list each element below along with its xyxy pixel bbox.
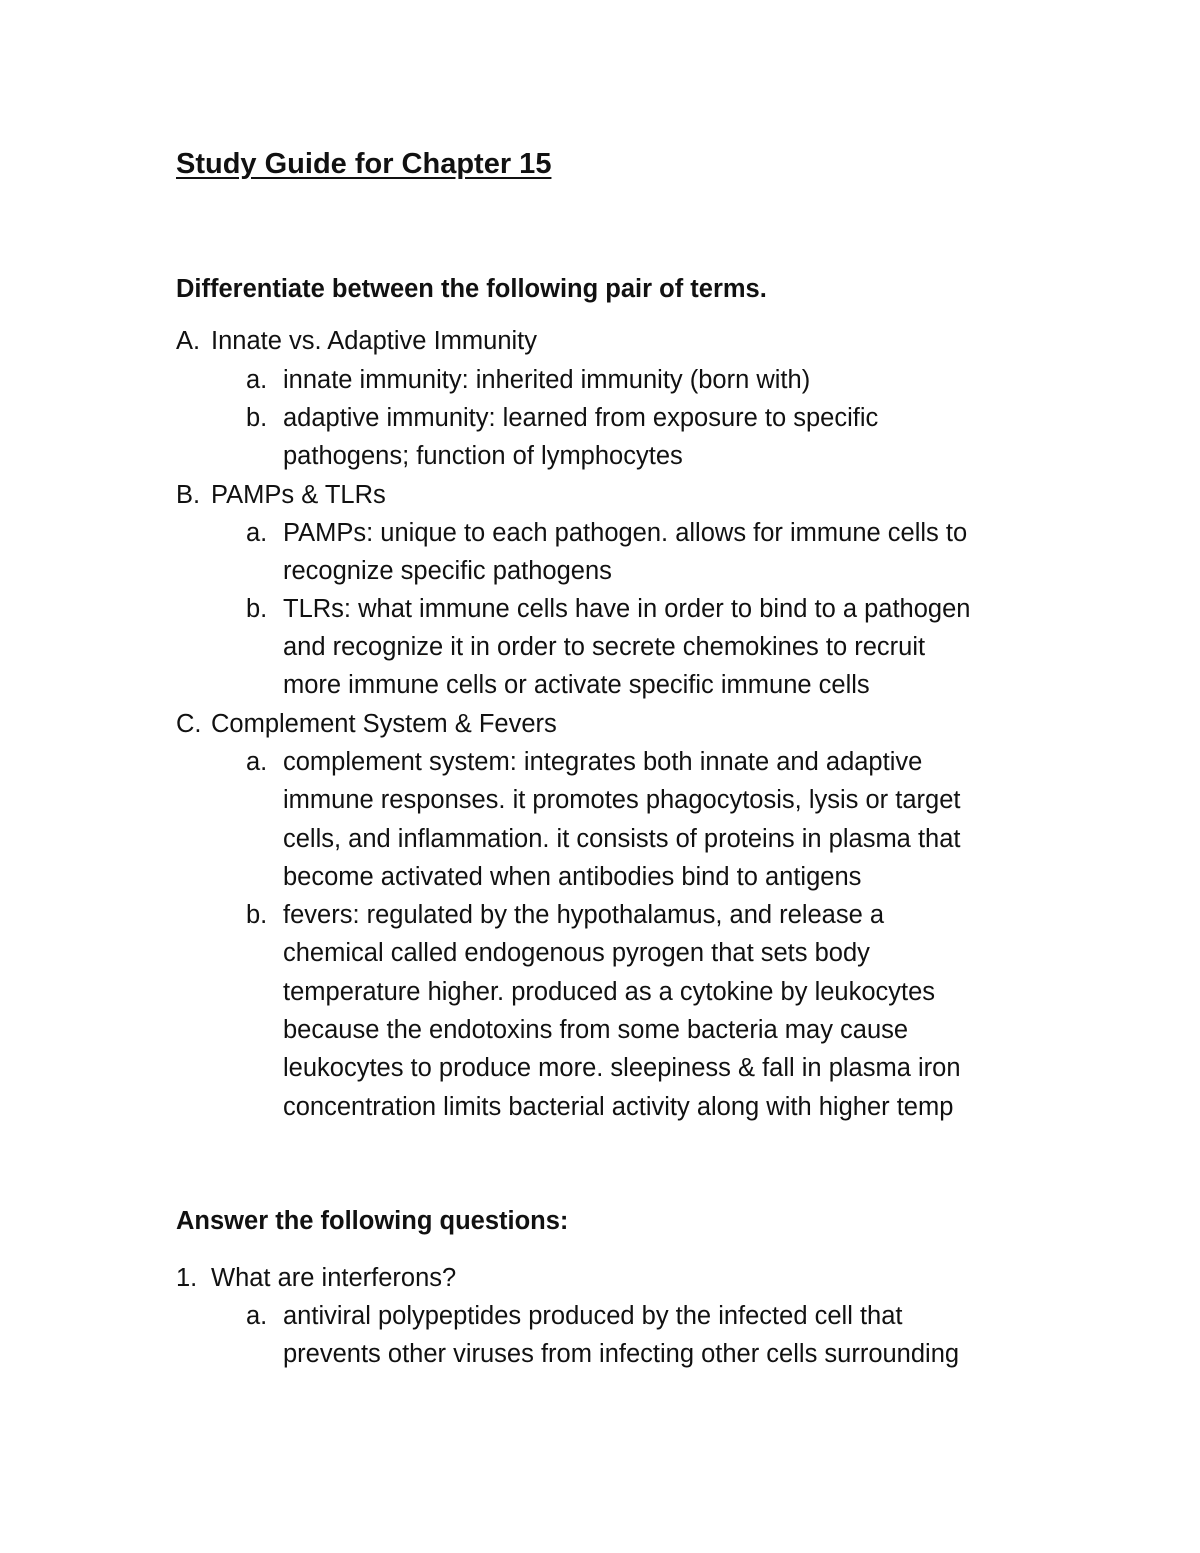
document-title: Study Guide for Chapter 15 bbox=[176, 148, 552, 180]
list-marker: C. bbox=[176, 710, 202, 738]
section-heading-questions: Answer the following questions: bbox=[176, 1207, 569, 1235]
list-item-heading: PAMPs & TLRs bbox=[211, 481, 386, 509]
list-item-heading: Complement System & Fevers bbox=[211, 710, 557, 738]
sublist-line: more immune cells or activate specific immune cells bbox=[283, 671, 870, 699]
sublist-line: fevers: regulated by the hypothalamus, and release a bbox=[283, 901, 885, 929]
sublist-line: temperature higher. produced as a cytokine by leukocytes bbox=[283, 978, 936, 1006]
sublist-marker: b. bbox=[246, 595, 268, 623]
list-item-heading: Innate vs. Adaptive Immunity bbox=[211, 327, 537, 355]
sublist-line: become activated when antibodies bind to antigens bbox=[283, 863, 862, 891]
question-text: What are interferons? bbox=[211, 1264, 457, 1292]
sublist-line: cells, and inflammation. it consists of proteins in plasma that bbox=[283, 825, 961, 853]
answer-line: prevents other viruses from infecting other cells surrounding bbox=[283, 1340, 960, 1368]
sublist-line: and recognize it in order to secrete chemokines to recruit bbox=[283, 633, 926, 661]
sublist-marker: a. bbox=[246, 748, 268, 776]
sublist-line: PAMPs: unique to each pathogen. allows for immune cells to bbox=[283, 519, 968, 547]
list-marker: 1. bbox=[176, 1264, 198, 1292]
sublist-marker: b. bbox=[246, 404, 268, 432]
sublist-marker: a. bbox=[246, 1302, 268, 1330]
sublist-line: recognize specific pathogens bbox=[283, 557, 612, 585]
sublist-line: because the endotoxins from some bacteria may cause bbox=[283, 1016, 909, 1044]
sublist-line: innate immunity: inherited immunity (born with) bbox=[283, 366, 811, 394]
sublist-line: TLRs: what immune cells have in order to bind to a pathogen bbox=[283, 595, 971, 623]
sublist-line: concentration limits bacterial activity along with higher temp bbox=[283, 1093, 954, 1121]
sublist-marker: a. bbox=[246, 366, 268, 394]
sublist-marker: a. bbox=[246, 519, 268, 547]
sublist-line: chemical called endogenous pyrogen that sets body bbox=[283, 939, 870, 967]
list-marker: B. bbox=[176, 481, 201, 509]
section-heading-differentiate: Differentiate between the following pair of terms. bbox=[176, 275, 767, 303]
sublist-line: complement system: integrates both innate and adaptive bbox=[283, 748, 923, 776]
sublist-line: leukocytes to produce more. sleepiness & fall in plasma iron bbox=[283, 1054, 961, 1082]
sublist-marker: b. bbox=[246, 901, 268, 929]
sublist-line: pathogens; function of lymphocytes bbox=[283, 442, 683, 470]
sublist-line: adaptive immunity: learned from exposure to specific bbox=[283, 404, 879, 432]
list-marker: A. bbox=[176, 327, 201, 355]
sublist-line: immune responses. it promotes phagocytosis, lysis or target bbox=[283, 786, 961, 814]
answer-line: antiviral polypeptides produced by the infected cell that bbox=[283, 1302, 903, 1330]
